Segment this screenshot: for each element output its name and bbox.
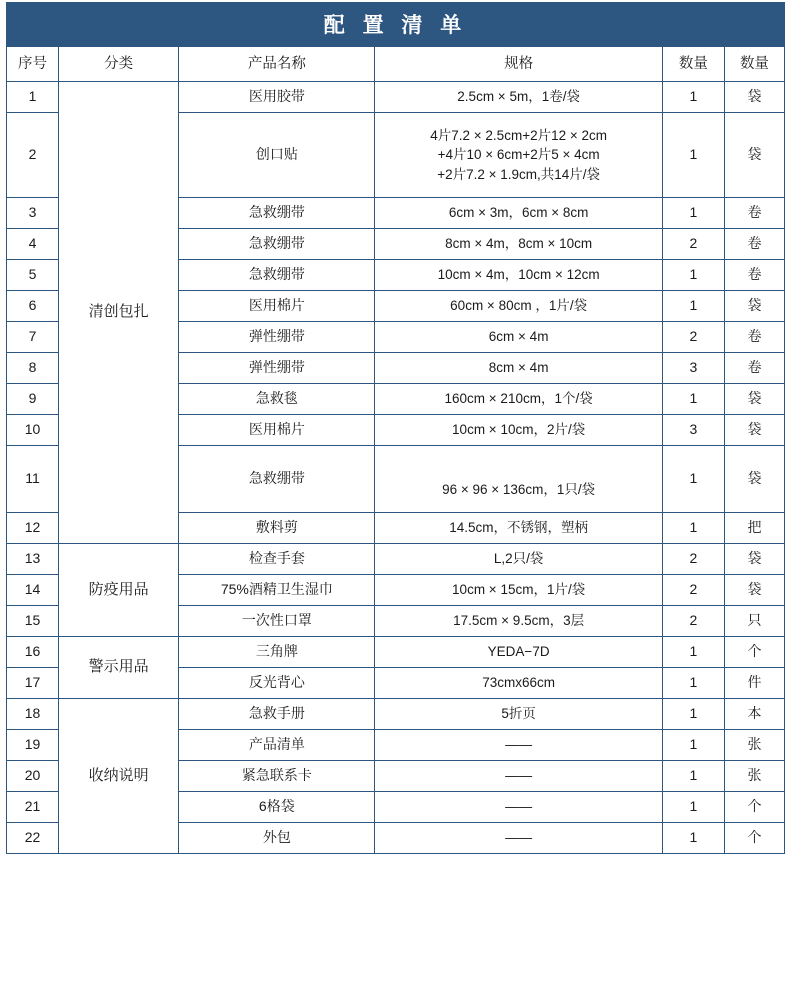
cell-unit: 个	[724, 823, 784, 854]
cell-product-name: 急救绷带	[179, 446, 375, 513]
cell-index: 9	[7, 384, 59, 415]
cell-unit: 个	[724, 637, 784, 668]
table-row	[7, 82, 785, 113]
cell-index: 22	[7, 823, 59, 854]
column-header-product: 产品名称	[179, 47, 375, 82]
cell-unit: 卷	[724, 260, 784, 291]
cell-unit: 卷	[724, 353, 784, 384]
cell-unit: 袋	[724, 82, 784, 113]
cell-specification: 10cm × 15cm，1片/袋	[375, 575, 662, 606]
cell-quantity: 1	[662, 823, 724, 854]
cell-specification: ——	[375, 730, 662, 761]
cell-index: 6	[7, 291, 59, 322]
cell-quantity: 1	[662, 668, 724, 699]
cell-quantity: 2	[662, 322, 724, 353]
cell-quantity: 1	[662, 792, 724, 823]
cell-quantity: 1	[662, 699, 724, 730]
cell-index: 20	[7, 761, 59, 792]
table-header	[7, 47, 785, 82]
cell-specification: 96 × 96 × 136cm，1只/袋	[375, 446, 662, 513]
cell-category: 警示用品	[59, 637, 179, 699]
cell-category: 防疫用品	[59, 544, 179, 637]
cell-quantity: 1	[662, 82, 724, 113]
cell-quantity: 1	[662, 260, 724, 291]
cell-index: 19	[7, 730, 59, 761]
cell-specification: 73cmx66cm	[375, 668, 662, 699]
cell-quantity: 3	[662, 415, 724, 446]
cell-index: 3	[7, 198, 59, 229]
cell-product-name: 弹性绷带	[179, 322, 375, 353]
column-header-index: 序号	[7, 47, 59, 82]
table-row	[7, 637, 785, 668]
cell-index: 17	[7, 668, 59, 699]
cell-product-name: 一次性口罩	[179, 606, 375, 637]
cell-specification: ——	[375, 761, 662, 792]
cell-product-name: 医用胶带	[179, 82, 375, 113]
cell-specification: L,2只/袋	[375, 544, 662, 575]
cell-product-name: 6格袋	[179, 792, 375, 823]
cell-unit: 个	[724, 792, 784, 823]
cell-specification: 10cm × 4m，10cm × 12cm	[375, 260, 662, 291]
cell-specification: 5折页	[375, 699, 662, 730]
cell-product-name: 急救绷带	[179, 229, 375, 260]
column-header-quantity: 数量	[662, 47, 724, 82]
cell-product-name: 紧急联系卡	[179, 761, 375, 792]
cell-quantity: 2	[662, 606, 724, 637]
cell-quantity: 1	[662, 730, 724, 761]
cell-category: 清创包扎	[59, 82, 179, 544]
cell-quantity: 1	[662, 637, 724, 668]
cell-category: 收纳说明	[59, 699, 179, 854]
cell-unit: 袋	[724, 544, 784, 575]
cell-quantity: 2	[662, 575, 724, 606]
cell-unit: 只	[724, 606, 784, 637]
cell-unit: 袋	[724, 291, 784, 322]
cell-product-name: 急救毯	[179, 384, 375, 415]
cell-quantity: 2	[662, 544, 724, 575]
cell-product-name: 三角牌	[179, 637, 375, 668]
cell-quantity: 1	[662, 291, 724, 322]
table-body	[7, 82, 785, 854]
cell-product-name: 医用棉片	[179, 415, 375, 446]
cell-product-name: 急救手册	[179, 699, 375, 730]
cell-unit: 袋	[724, 575, 784, 606]
table-row	[7, 544, 785, 575]
cell-product-name: 敷料剪	[179, 513, 375, 544]
cell-index: 12	[7, 513, 59, 544]
cell-specification: ——	[375, 792, 662, 823]
cell-quantity: 3	[662, 353, 724, 384]
cell-specification: ——	[375, 823, 662, 854]
cell-index: 5	[7, 260, 59, 291]
cell-index: 7	[7, 322, 59, 353]
cell-specification: 14.5cm，不锈钢，塑柄	[375, 513, 662, 544]
cell-specification: 2.5cm × 5m，1卷/袋	[375, 82, 662, 113]
column-header-unit: 数量	[724, 47, 784, 82]
cell-quantity: 2	[662, 229, 724, 260]
cell-product-name: 医用棉片	[179, 291, 375, 322]
cell-specification: 17.5cm × 9.5cm，3层	[375, 606, 662, 637]
cell-unit: 袋	[724, 113, 784, 198]
cell-specification: 4片7.2 × 2.5cm+2片12 × 2cm +4片10 × 6cm+2片5 × 4cm +2片7.2 × 1.9cm,共14片/袋	[375, 113, 662, 198]
cell-specification: YEDA−7D	[375, 637, 662, 668]
cell-index: 11	[7, 446, 59, 513]
cell-specification: 6cm × 4m	[375, 322, 662, 353]
cell-product-name: 75%酒精卫生湿巾	[179, 575, 375, 606]
cell-index: 2	[7, 113, 59, 198]
cell-quantity: 1	[662, 384, 724, 415]
cell-product-name: 外包	[179, 823, 375, 854]
cell-quantity: 1	[662, 761, 724, 792]
cell-specification: 8cm × 4m	[375, 353, 662, 384]
cell-index: 15	[7, 606, 59, 637]
cell-specification: 8cm × 4m，8cm × 10cm	[375, 229, 662, 260]
configuration-list-table	[6, 46, 785, 854]
cell-unit: 袋	[724, 384, 784, 415]
page-title: 配 置 清 单	[6, 2, 785, 46]
cell-product-name: 产品清单	[179, 730, 375, 761]
cell-index: 10	[7, 415, 59, 446]
cell-index: 8	[7, 353, 59, 384]
cell-index: 14	[7, 575, 59, 606]
cell-unit: 件	[724, 668, 784, 699]
column-header-category: 分类	[59, 47, 179, 82]
cell-specification: 6cm × 3m，6cm × 8cm	[375, 198, 662, 229]
cell-index: 18	[7, 699, 59, 730]
cell-unit: 把	[724, 513, 784, 544]
table-header-row	[7, 47, 785, 82]
cell-index: 4	[7, 229, 59, 260]
cell-unit: 袋	[724, 415, 784, 446]
cell-specification: 160cm × 210cm，1个/袋	[375, 384, 662, 415]
column-header-spec: 规格	[375, 47, 662, 82]
cell-unit: 张	[724, 730, 784, 761]
cell-unit: 袋	[724, 446, 784, 513]
cell-specification: 10cm × 10cm，2片/袋	[375, 415, 662, 446]
cell-unit: 卷	[724, 198, 784, 229]
cell-unit: 卷	[724, 322, 784, 353]
cell-unit: 本	[724, 699, 784, 730]
cell-product-name: 弹性绷带	[179, 353, 375, 384]
cell-product-name: 创口贴	[179, 113, 375, 198]
cell-specification: 60cm × 80cm ，1片/袋	[375, 291, 662, 322]
cell-index: 16	[7, 637, 59, 668]
table-row	[7, 699, 785, 730]
cell-unit: 张	[724, 761, 784, 792]
cell-quantity: 1	[662, 446, 724, 513]
cell-quantity: 1	[662, 513, 724, 544]
cell-product-name: 反光背心	[179, 668, 375, 699]
cell-index: 21	[7, 792, 59, 823]
cell-unit: 卷	[724, 229, 784, 260]
cell-product-name: 急救绷带	[179, 198, 375, 229]
cell-product-name: 急救绷带	[179, 260, 375, 291]
cell-product-name: 检查手套	[179, 544, 375, 575]
cell-index: 13	[7, 544, 59, 575]
cell-quantity: 1	[662, 113, 724, 198]
cell-index: 1	[7, 82, 59, 113]
cell-quantity: 1	[662, 198, 724, 229]
